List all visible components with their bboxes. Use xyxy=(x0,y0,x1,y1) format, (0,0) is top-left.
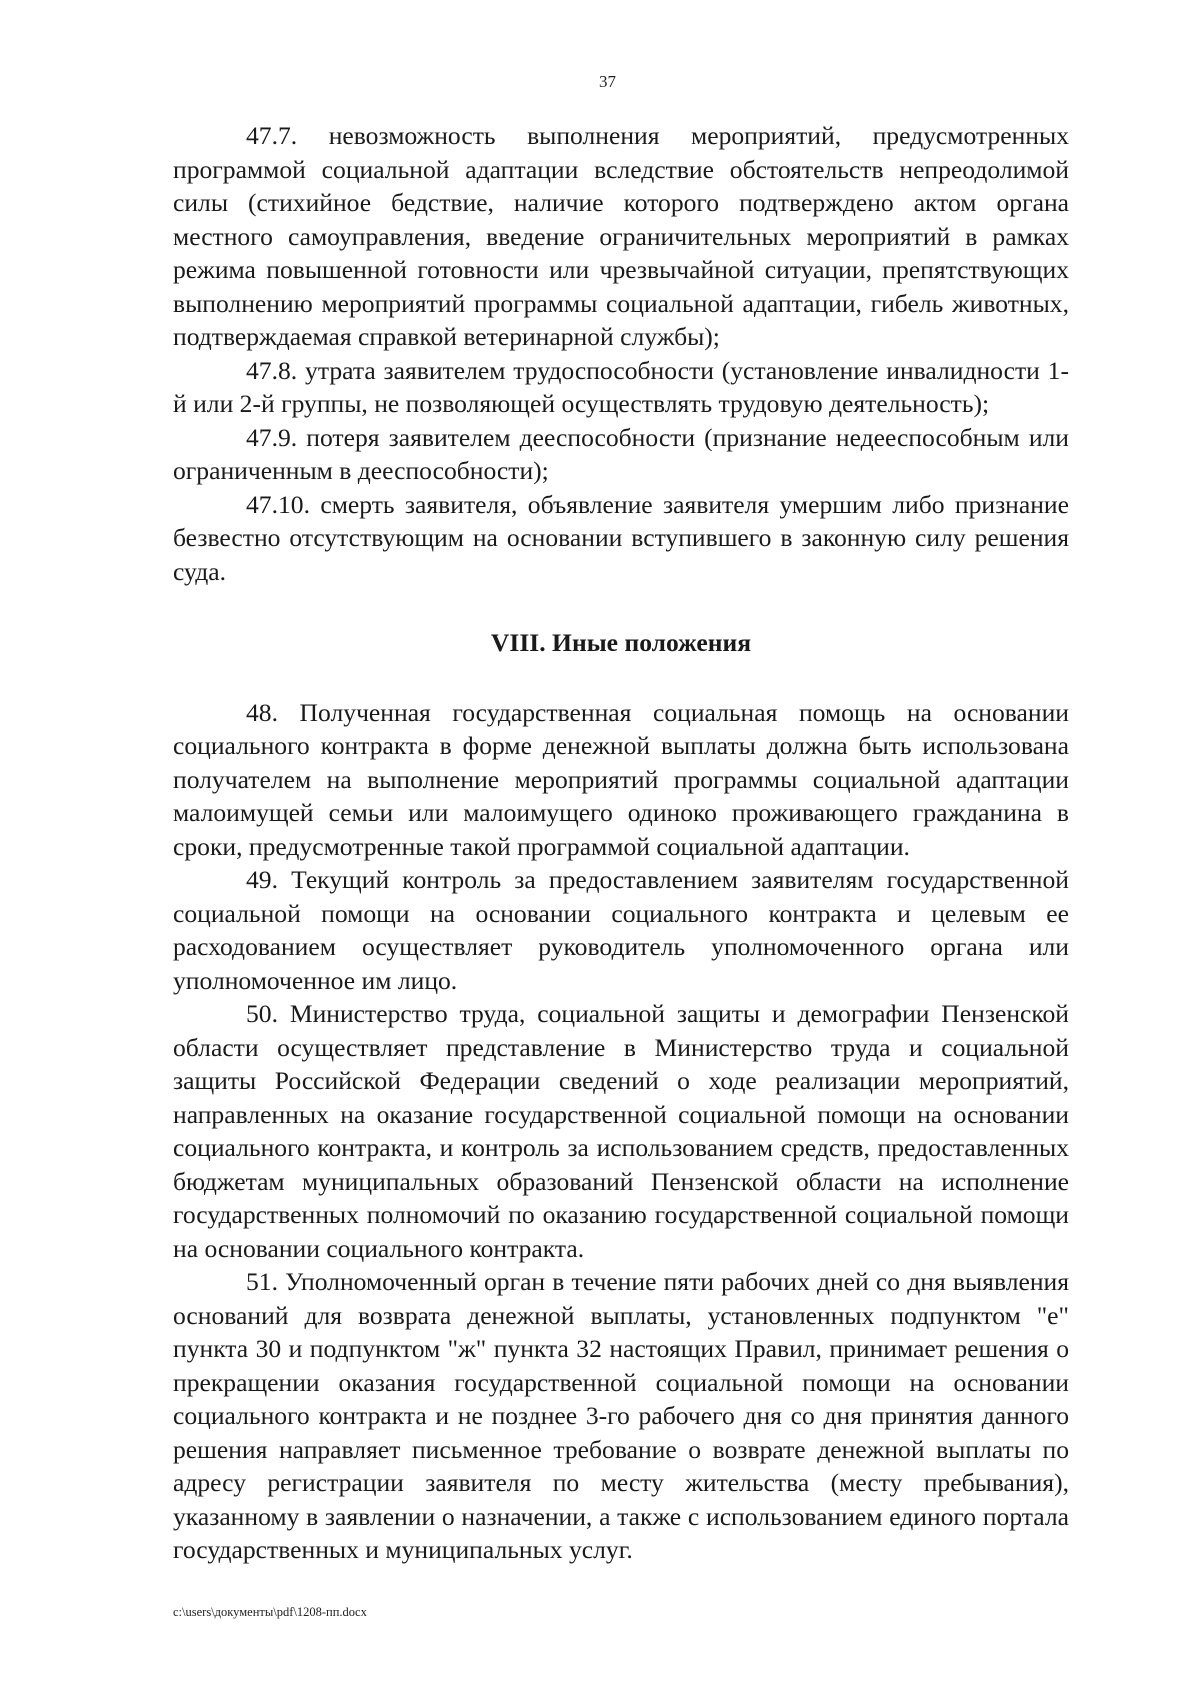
page-number: 37 xyxy=(599,72,616,91)
paragraph-47-10: 47.10. смерть заявителя, объявление заявителя умершим либо признание безвестно отсутствующим на основании вступившего в законную силу решения суда. xyxy=(173,489,1069,586)
paragraph-48: 48. Полученная государственная социальная помощь на основании социального контракта в форме денежной выплаты должна быть использована получателем на выполнение мероприятий программы социальной адаптации малоимущей семьи или малоимущего одиноко проживающего гражданина в сроки, предусмотренные такой программой социальной адаптации. xyxy=(173,697,1069,861)
paragraph-47-9: 47.9. потеря заявителем дееспособности (признание недееспособным или ограниченным в дееспособности); xyxy=(173,422,1069,485)
section-heading: VIII. Иные положения xyxy=(490,628,752,657)
paragraph-51: 51. Уполномоченный орган в течение пяти рабочих дней со дня выявления оснований для возврата денежной выплаты, установленных подпунктом "е" пункта 30 и подпунктом "ж" пункта 32 настоящих Правил, принимает решения о прекращении оказания государственной социальной помощи на основании социального контракта и не позднее 3-го рабочего дня со дня принятия данного решения направляет письменное требование о возврате денежной выплаты по адресу регистрации заявителя по месту жительства (месту пребывания), указанному в заявлении о назначении, а также с использованием единого портала государственных и муниципальных услуг. xyxy=(173,1267,1069,1564)
paragraph-47-8: 47.8. утрата заявителем трудоспособности (установление инвалидности 1-й или 2-й группы, не позволяющей осуществлять трудовую деятельность); xyxy=(173,355,1069,418)
paragraph-50: 50. Министерство труда, социальной защиты и демографии Пензенской области осуществляет представление в Министерство труда и социальной защиты Российской Федерации сведений о ходе реализации мероприятий, направленных на оказание государственной социальной помощи на основании социального контракта, и контроль за использованием средств, предоставленных бюджетам муниципальных образований Пензенской области на исполнение государственных полномочий по оказанию государственной социальной помощи на основании социального контракта. xyxy=(173,999,1069,1263)
paragraph-49: 49. Текущий контроль за предоставлением заявителям государственной социальной помощи на основании социального контракта и целевым ее расходованием осуществляет руководитель уполномоченного органа или уполномоченное им лицо. xyxy=(173,865,1069,995)
document-body xyxy=(173,119,1069,1567)
footer-file-path: c:\users\документы\pdf\1208-пп.docx xyxy=(173,1605,367,1619)
paragraph-47-7: 47.7. невозможность выполнения мероприятий, предусмотренных программой социальной адаптации вследствие обстоятельств непреодолимой силы (стихийное бедствие, наличие которого подтверждено актом органа местного самоуправления, введение ограничительных мероприятий в рамках режима повышенной готовности или чрезвычайной ситуации, препятствующих выполнению мероприятий программы социальной адаптации, гибель животных, подтверждаемая справкой ветеринарной службы); xyxy=(173,121,1069,351)
